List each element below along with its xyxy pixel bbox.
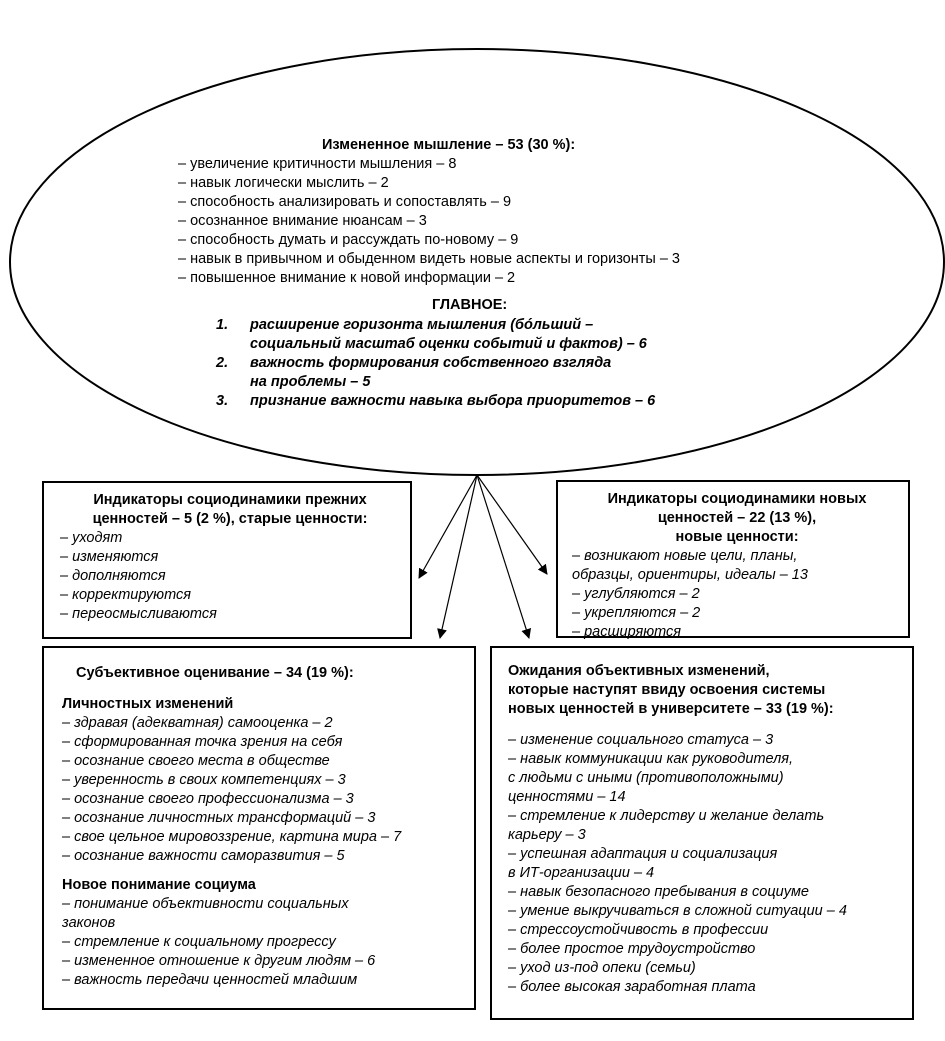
- list-item: – уверенность в своих компетенциях – 3: [62, 772, 346, 788]
- main-point: [216, 316, 655, 335]
- arrow-to-new-values: [477, 475, 547, 574]
- arrow-to-expectations: [477, 475, 529, 638]
- ellipse-items-list: [178, 155, 680, 288]
- old-values-title: ценностей – 5 (2 %), старые ценности:: [92, 511, 368, 527]
- list-item: – изменяются: [60, 549, 159, 565]
- subjective-title: Субъективное оценивание – 34 (19 %):: [76, 665, 354, 681]
- list-item: – укрепляются – 2: [572, 605, 701, 621]
- list-item: – уходят: [60, 530, 123, 546]
- ellipse-heading: Измененное мышление – 53 (30 %):: [322, 137, 576, 153]
- list-item: – осознание личностных трансформаций – 3: [62, 810, 376, 826]
- list-item: – способность думать и рассуждать по-новому – 9: [178, 232, 519, 248]
- list-item: – стремление к социальному прогрессу: [62, 934, 336, 950]
- list-item: – навык коммуникации как руководителя,: [508, 751, 794, 767]
- main-point-number: 2.: [216, 355, 229, 371]
- list-item: образцы, ориентиры, идеалы – 13: [572, 567, 808, 583]
- list-item: – переосмысливаются: [60, 606, 217, 622]
- list-item: – успешная адаптация и социализация: [508, 846, 778, 862]
- main-point-text: важность формирования собственного взгляда: [250, 355, 612, 371]
- old-values-title: Индикаторы социодинамики прежних: [93, 492, 367, 508]
- old-values-box: [42, 481, 412, 639]
- list-item: – углубляются – 2: [572, 586, 700, 602]
- expectations-title: Ожидания объективных изменений,: [508, 663, 770, 679]
- list-item: с людьми с иными (противоположными): [508, 770, 784, 786]
- list-item: – изменение социального статуса – 3: [508, 732, 774, 748]
- list-item: – осознание своего места в обществе: [62, 753, 330, 769]
- main-point: [216, 392, 655, 411]
- list-item: – возникают новые цели, планы,: [572, 548, 798, 564]
- list-item: – стрессоустойчивость в профессии: [508, 922, 769, 938]
- main-points-list: [216, 316, 655, 411]
- main-point-text: расширение горизонта мышления (бóльший –: [250, 317, 594, 333]
- section-heading: Личностных изменений: [62, 696, 234, 712]
- list-item: ценностями – 14: [508, 789, 626, 805]
- list-item: – умение выкручиваться в сложной ситуации – 4: [508, 903, 847, 919]
- list-item: – корректируются: [60, 587, 191, 603]
- new-values-title: ценностей – 22 (13 %),: [657, 510, 817, 526]
- main-point: [216, 354, 655, 373]
- list-item: – измененное отношение к другим людям – 6: [62, 953, 376, 969]
- expectations-title: новых ценностей в университете – 33 (19 %):: [508, 701, 834, 717]
- list-item: – сформированная точка зрения на себя: [62, 734, 343, 750]
- arrow-to-old-values: [419, 475, 477, 578]
- arrow-to-subjective: [440, 475, 477, 638]
- main-point-text: признание важности навыка выбора приоритетов – 6: [250, 393, 656, 409]
- list-item: – понимание объективности социальных: [62, 896, 349, 912]
- main-point-continuation: на проблемы – 5: [250, 374, 371, 390]
- list-item: – важность передачи ценностей младшим: [62, 972, 358, 988]
- list-item: – стремление к лидерству и желание делать: [508, 808, 825, 824]
- list-item: – навык в привычном и обыденном видеть новые аспекты и горизонты – 3: [178, 251, 680, 267]
- list-item: – более высокая заработная плата: [508, 979, 756, 995]
- new-values-box: [556, 480, 910, 638]
- list-item: – осознанное внимание нюансам – 3: [178, 213, 427, 229]
- main-point-number: 1.: [216, 317, 229, 333]
- list-item: – здравая (адекватная) самооценка – 2: [62, 715, 333, 731]
- list-item: – навык логически мыслить – 2: [178, 175, 389, 191]
- expectations-box: [490, 646, 914, 1020]
- list-item: – способность анализировать и сопоставлять – 9: [178, 194, 512, 210]
- main-heading: ГЛАВНОЕ:: [432, 297, 508, 313]
- list-item: – осознание своего профессионализма – 3: [62, 791, 354, 807]
- expectations-title: которые наступят ввиду освоения системы: [508, 682, 826, 698]
- list-item: – расширяются: [572, 624, 682, 640]
- list-item: карьеру – 3: [508, 827, 586, 843]
- list-item: – осознание важности саморазвития – 5: [62, 848, 345, 864]
- list-item: – увеличение критичности мышления – 8: [178, 156, 457, 172]
- section-heading: Новое понимание социума: [62, 877, 256, 893]
- list-item: – навык безопасного пребывания в социуме: [508, 884, 809, 900]
- list-item: – повышенное внимание к новой информации – 2: [178, 270, 516, 286]
- list-item: – дополняются: [60, 568, 166, 584]
- subjective-box: [42, 646, 476, 1010]
- list-item: – уход из-под опеки (семьи): [508, 960, 696, 976]
- list-item: – более простое трудоустройство: [508, 941, 756, 957]
- main-point-continuation: социальный масштаб оценки событий и фактов) – 6: [250, 336, 647, 352]
- list-item: в ИТ-организации – 4: [508, 865, 655, 881]
- list-item: законов: [62, 915, 116, 931]
- main-point-number: 3.: [216, 393, 229, 409]
- new-values-title: новые ценности:: [675, 529, 799, 545]
- list-item: – свое цельное мировоззрение, картина мира – 7: [62, 829, 402, 845]
- new-values-title: Индикаторы социодинамики новых: [607, 491, 867, 507]
